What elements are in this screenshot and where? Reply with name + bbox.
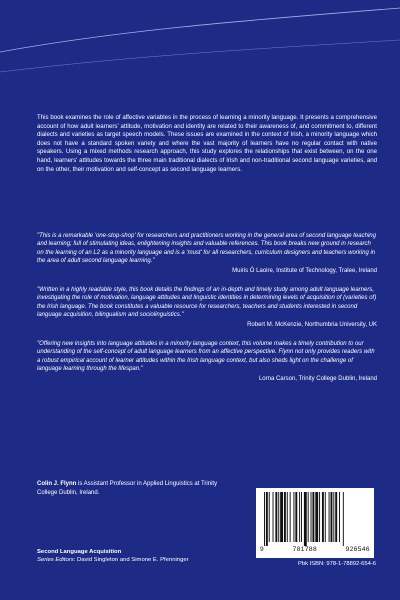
- barcode-bar: [312, 492, 314, 542]
- barcode-bar: [333, 492, 334, 542]
- barcode-bar: [322, 492, 324, 542]
- barcode-bar: [311, 492, 312, 542]
- review-quote: "Offering new insights into language attitudes in a minority language context, this volume makes a timely contribution to our understanding of the self-concept of adult language learners from an affective perspective. Flynn not only provides readers with a robust empirical account of learner attitudes within the Irish language context, but also sheds light on the challenge of language learning through the lifespan.": [37, 341, 375, 373]
- barcode-bar: [280, 492, 283, 542]
- review: [37, 232, 377, 275]
- barcode-bar: [308, 492, 309, 542]
- isbn-text: Pbk ISBN: 978-1-78892-654-6: [298, 561, 376, 567]
- barcode-bar: [284, 492, 286, 542]
- barcode-bar: [273, 492, 274, 542]
- barcode-bar: [275, 492, 277, 542]
- barcode-bar: [266, 492, 268, 546]
- barcode-bar: [339, 492, 340, 542]
- series-editors: [37, 556, 257, 564]
- barcode-digits: [256, 546, 374, 553]
- barcode-bar: [304, 492, 307, 546]
- barcode-bar: [293, 492, 294, 542]
- series-title: Second Language Acquisition: [37, 549, 122, 555]
- barcode-bar: [329, 492, 330, 542]
- reviews-section: [37, 232, 377, 394]
- barcode-digit-group: 781788: [292, 546, 318, 553]
- review-author: Muiris Ó Laoire, Institute of Technology, Tralee, Ireland: [232, 267, 377, 274]
- barcode: [256, 488, 374, 558]
- book-description: This book examines the role of affective variables in the process of learning a minority language. It presents a comprehensive account of how adult learners' attitude, motivation and identity are related to their awareness of, and commitment to, different dialects and varieties as target speech models. These issues are examined in the context of Irish, a minority language which does not have a standard spoken variety and where the vast majority of learners have no regular contact with native speakers. Using a mixed methods research approach, this study explores the relationships that exist between, on the one hand, learners' attitudes towards the three main traditional dialects of Irish and non-traditional second language varieties, and on the other, their motivation and self-concept as second language learners.: [37, 114, 377, 173]
- series-info: [37, 548, 257, 565]
- barcode-digit-group: 9: [260, 546, 265, 553]
- barcode-bar: [264, 492, 265, 546]
- barcode-bar: [315, 492, 318, 542]
- author-name: Colin J. Flynn: [37, 481, 77, 487]
- review-quote: "Written in a highly readable style, this book details the findings of an in-depth and timely study among adult language learners, investigating the role of motivation, language attitudes and linguistic identities in determining levels of acquisition of (varieties of) the Irish language. The book constitutes a valuable resource for researchers, teachers and students interested in second language acquisition, bilingualism and sociolinguistics.": [37, 287, 377, 319]
- review-author: Lorna Carson, Trinity College Dublin, Ireland: [258, 375, 377, 382]
- barcode-bar: [287, 492, 288, 542]
- barcode-bars: [256, 488, 374, 546]
- author-bio-text: is Assistant Professor in Applied Linguistics at Trinity College Dublin, Ireland.: [37, 481, 218, 496]
- barcode-bar: [295, 492, 297, 542]
- barcode-bar: [331, 492, 333, 542]
- barcode-digit-group: 926546: [345, 546, 370, 553]
- barcode-bar: [343, 492, 344, 546]
- barcode-bar: [269, 492, 270, 542]
- review: [37, 340, 377, 383]
- series-editors-label: Series Editors: [37, 557, 74, 564]
- barcode-bar: [319, 492, 320, 542]
- series-editors-names: : David Singleton and Simone E. Pfenninger: [73, 557, 189, 564]
- barcode-bar: [299, 492, 300, 542]
- decorative-line: [0, 0, 400, 95]
- barcode-bar: [325, 492, 326, 542]
- review: [37, 286, 377, 329]
- review-author: Robert M. McKenzie, Northumbria University, UK: [247, 321, 377, 328]
- review-quote: "This is a remarkable 'one-stop-shop' for researchers and practitioners working in the general area of second language teaching and learning; full of stimulating ideas, enlightening insights and valuable references. This book breaks new ground in research on the learning of an L2 as a minority language and is a 'must' for all researchers, curriculum designers and teachers working in the area of adult second language learning.": [37, 233, 376, 265]
- barcode-bar: [290, 492, 291, 542]
- barcode-bar: [301, 492, 302, 542]
- author-bio: [37, 480, 237, 497]
- barcode-bar: [278, 492, 279, 542]
- barcode-bar: [335, 492, 337, 542]
